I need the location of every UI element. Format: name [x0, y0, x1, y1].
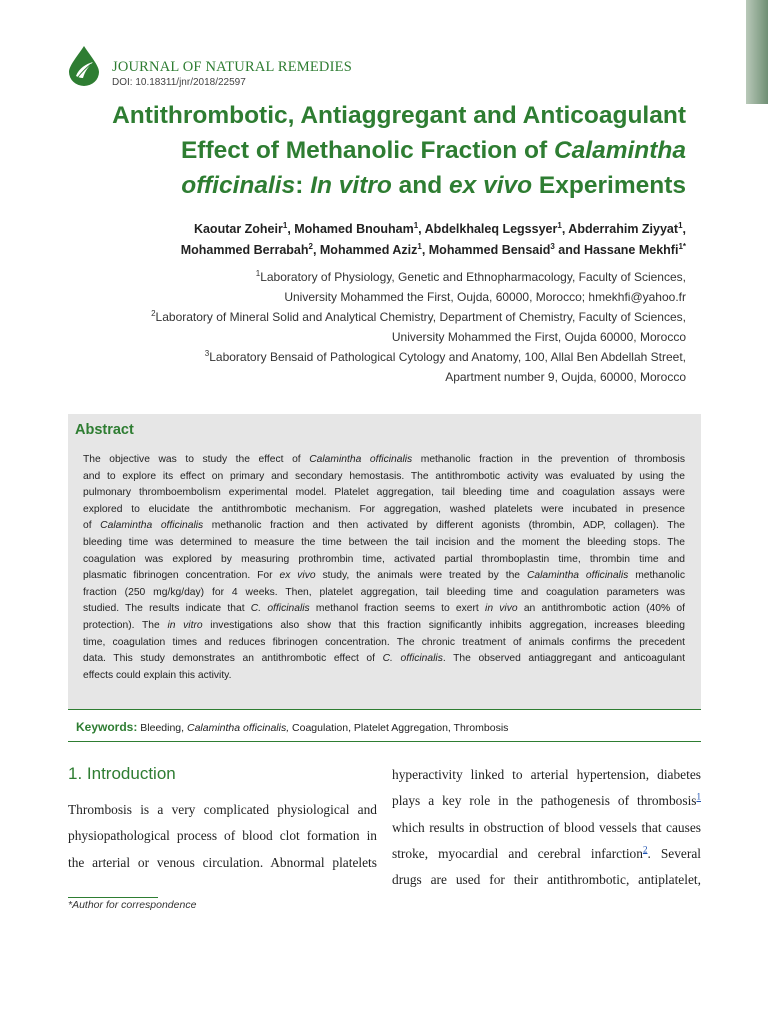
affiliation-line: University Mohammed the First, Oujda, 60000, Morocco; hmekhfi@yahoo.fr [284, 290, 686, 304]
keywords: Keywords: Bleeding, Calamintha officinalis, Coagulation, Platelet Aggregation, Thrombosis [76, 720, 509, 734]
footnote: *Author for correspondence [68, 899, 197, 911]
affiliation-line: University Mohammed the First, Oujda 60000, Morocco [391, 330, 686, 344]
author-line-2: Mohammed Berrabah$^2$, Mohammed Aziz$^1$, Mohammed Bensaid$^3$ and Hassane Mekhfi$^{1*}$ [180, 241, 686, 257]
footnote-divider [68, 897, 158, 898]
abstract-line: of Calamintha officinalis methanolic fraction and then activated by different agonists (thrombin, ADP, collagen). The [83, 520, 686, 532]
keywords-divider [68, 741, 701, 742]
author-line-1: Kaoutar Zoheir$^1$, Mohamed Bnouham$^1$, Abdelkhaleq Legssyer$^1$, Abderrahim Ziyyat$^1$, [193, 220, 686, 236]
body-line: Thrombosis is a very complicated physiological and [68, 802, 377, 817]
abstract-heading: Abstract [75, 422, 134, 438]
abstract-line: bleeding time was determined to measure the time between the tail incision and the moment the bleeding stops. The [83, 536, 685, 548]
body-line: which results in obstruction of blood vessels that causes [392, 819, 701, 835]
leaf-drop-logo-icon [66, 44, 102, 86]
abstract-line: effects could explain this activity. [83, 669, 232, 681]
intro-left-column [68, 797, 377, 876]
abstract-line: studied. The results indicate that C. officinalis methanol fraction seems to exert in vivo an antithrombotic action (40% of [83, 603, 685, 615]
journal-name: JOURNAL OF NATURAL REMEDIES [112, 59, 352, 75]
section-heading-introduction: 1. Introduction [68, 764, 176, 783]
body-line: the arterial or venous circulation. Abnormal platelets [68, 854, 377, 870]
abstract-line: and to explore its effect on primary and secondary hemostasis. The antithrombotic activity was evaluated by using the [83, 470, 685, 482]
side-color-tab [746, 0, 768, 104]
body-line: physiopathological process of blood clot formation in [68, 828, 377, 844]
abstract-line: time, coagulation times and reduces fibrinogen concentration. The chronic treatment of animals confirms the precedent [83, 636, 685, 648]
abstract-line: plasmatic fibrinogen concentration. For ex vivo study, the animals were treated by the Calamintha officinalis methanolic [83, 570, 685, 582]
body-line: plays a key role in the pathogenesis of thrombosis$^1$ [392, 791, 701, 809]
title-line-1: Antithrombotic, Antiaggregant and Anticoagulant [112, 102, 686, 129]
abstract-line: fraction (250 mg/kg/day) for 4 weeks. Then, platelet aggregation, tail bleeding time and coagulation parameters was [83, 586, 685, 598]
reference-link-2[interactable]: 2 [642, 844, 648, 855]
abstract-line: coagulation was explored by measuring prothrombin time, activated partial thromboplastin time, thrombin time and [83, 553, 685, 565]
title-line-2: Effect of Methanolic Fraction of Calamintha [180, 137, 686, 164]
body-line: hyperactivity linked to arterial hypertension, diabetes [392, 767, 701, 782]
body-line: stroke, myocardial and cerebral infarction$^2$. Several [392, 844, 701, 861]
affiliation-line: $^2$Laboratory of Mineral Solid and Analytical Chemistry, Department of Chemistry, Faculty of Sciences, [151, 309, 686, 324]
abstract-line: data. This study demonstrates an antithrombotic effect of C. officinalis. The observed antiaggregant and anticoagulant [83, 653, 686, 665]
abstract-line: explored to elucidate the antithrombotic mechanism. For aggregation, washed platelets were incubated in presence [83, 503, 685, 515]
doi: DOI: 10.18311/jnr/2018/22597 [112, 77, 246, 88]
intro-right-column [392, 762, 701, 893]
abstract-line: pulmonary thromboembolism experimental model. Platelet aggregation, tail bleeding time and coagulation assays were [83, 487, 685, 499]
abstract-text [83, 452, 685, 684]
author-list [60, 219, 686, 261]
keywords-label: Keywords: [76, 720, 138, 734]
abstract-line: The objective was to study the effect of Calamintha officinalis methanolic fraction in the prevention of thrombosis [83, 454, 685, 465]
title-line-3: officinalis: In vitro and ex vivo Experiments [181, 172, 686, 199]
body-line: drugs are used for their antithrombotic, antiplatelet, [392, 872, 701, 888]
affiliations [60, 267, 686, 387]
affiliation-line: $^1$Laboratory of Physiology, Genetic and Ethnopharmacology, Faculty of Sciences, [255, 269, 686, 284]
abstract-box [68, 414, 701, 710]
affiliation-line: $^3$Laboratory Bensaid of Pathological Cytology and Anatomy, 100, Allal Ben Abdellah Street, [204, 349, 686, 364]
reference-link-1[interactable]: 1 [696, 791, 701, 802]
paper-title [60, 98, 686, 203]
abstract-line: protection). The in vitro investigations also show that this fraction significantly inhibits aggregation, increases bleeding [83, 619, 685, 631]
affiliation-line: Apartment number 9, Oujda, 60000, Morocco [445, 370, 686, 384]
